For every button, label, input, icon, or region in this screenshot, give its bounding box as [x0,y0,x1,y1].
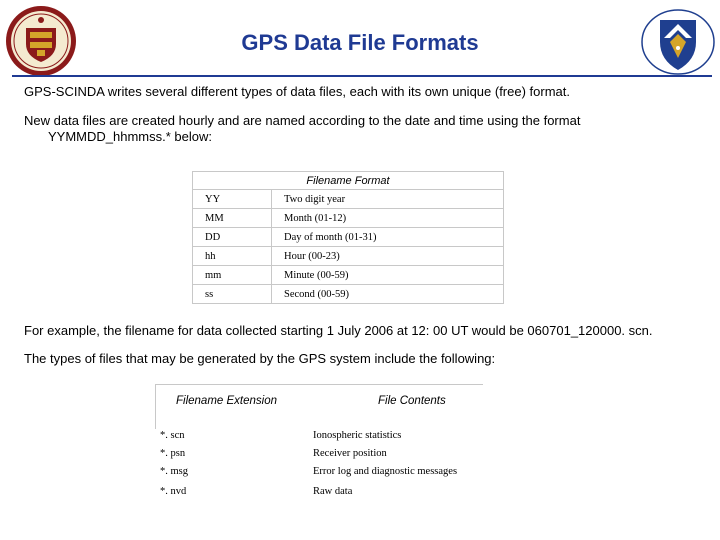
extension-cell: *. scn [160,430,185,441]
contents-cell: Ionospheric statistics [313,430,402,441]
format-code: MM [193,209,272,228]
table-row [193,190,504,209]
extension-cell: *. nvd [160,486,187,497]
contents-cell: Receiver position [313,448,387,459]
table-row [193,228,504,247]
contents-cell: Raw data [313,486,353,497]
table-row [193,285,504,304]
format-code: hh [193,247,272,266]
naming-paragraph-line1: New data files are created hourly and are named according to the date and time using the format [24,113,581,128]
naming-paragraph [24,113,704,145]
file-types-paragraph: The types of files that may be generated by the GPS system include the following: [24,351,496,366]
extension-cell: *. psn [160,448,186,459]
table-row [193,247,504,266]
table-row [193,266,504,285]
page-title: GPS Data File Formats [241,30,479,55]
format-code: mm [193,266,272,285]
format-code: ss [193,285,272,304]
format-description: Second (00-59) [272,285,504,304]
format-description: Month (01-12) [272,209,504,228]
filename-format-table [192,171,504,304]
format-code: DD [193,228,272,247]
extension-column-header: Filename Extension [176,395,277,407]
format-description: Two digit year [272,190,504,209]
intro-paragraph: GPS-SCINDA writes several different types of data files, each with its own unique (free) format. [24,84,570,99]
format-code: YY [193,190,272,209]
filename-format-caption: Filename Format [193,172,504,190]
naming-paragraph-line2: YYMMDD_hhmmss.* below: [48,129,212,144]
title-divider [12,75,712,77]
format-description: Minute (00-59) [272,266,504,285]
format-description: Day of month (01-31) [272,228,504,247]
contents-column-header: File Contents [378,395,446,407]
extension-cell: *. msg [160,466,189,477]
table-row [193,209,504,228]
example-paragraph: For example, the filename for data collected starting 1 July 2006 at 12: 00 UT would be 060701_120000. scn. [24,323,653,338]
contents-cell: Error log and diagnostic messages [313,466,458,477]
format-description: Hour (00-23) [272,247,504,266]
